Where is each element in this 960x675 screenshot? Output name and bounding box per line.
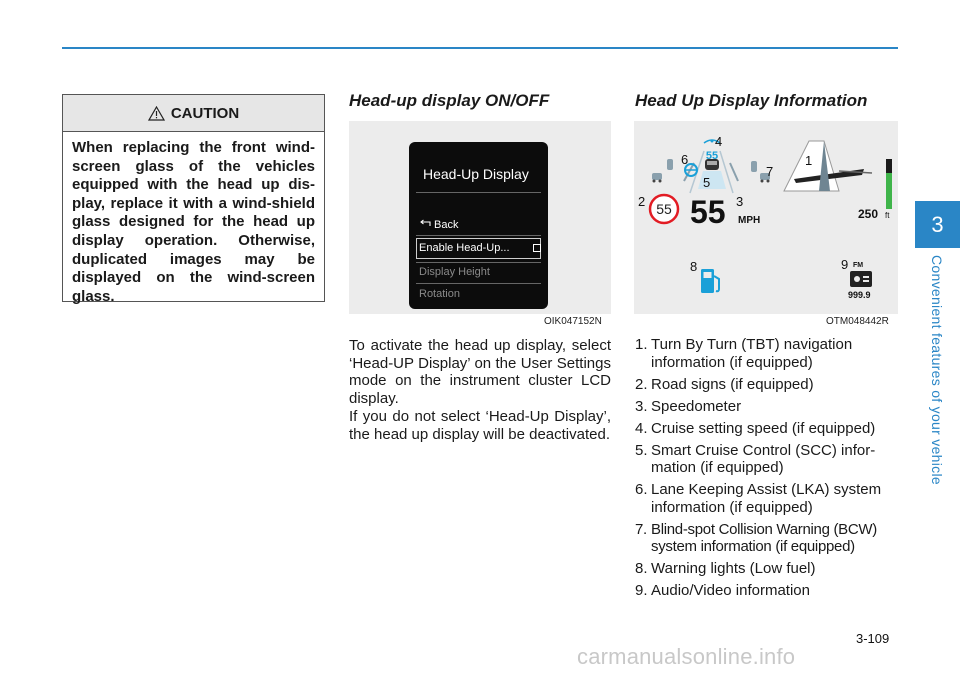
radio-band: FM: [853, 262, 864, 269]
chapter-title: Convenient features of your vehicle: [929, 255, 945, 485]
list-item: 3. Speedometer: [635, 397, 742, 415]
list-item: 7. Blind-spot Collision Warning (BCW) system information (if equipped): [635, 520, 877, 555]
watermark: carmanualsonline.info: [577, 644, 796, 669]
figure-code: OIK047152N: [544, 316, 602, 327]
svg-text:9: 9: [841, 257, 849, 272]
low-fuel-icon: [701, 269, 719, 293]
menu-item-enable-hud: Enable Head-Up...: [419, 242, 510, 254]
back-arrow-icon: [419, 219, 431, 231]
page-number: 3-109: [856, 631, 890, 646]
radio-frequency: 999.9: [848, 290, 871, 300]
speed-value: 55: [690, 194, 726, 230]
menu-item-display-height: Display Height: [419, 266, 490, 278]
figure-hud-settings: [349, 121, 611, 314]
hud-illustration: [634, 121, 898, 314]
caution-text: When replacing the front wind-screen glass of the vehicles equipped with the head up dis-play, replace it with a wind-shield glass designed for the head up display operation. Otherwise, duplicated images may be displayed on the wind-screen glass.: [72, 139, 315, 305]
speed-unit: MPH: [738, 215, 761, 226]
svg-text:55: 55: [656, 201, 672, 217]
list-item: 2. Road signs (if equipped): [635, 375, 814, 393]
figure-code: OTM048442R: [826, 316, 889, 327]
caution-box: [62, 94, 325, 305]
chapter-tab: 3: [915, 201, 960, 248]
hud-info-list: [635, 336, 899, 604]
lcd-settings-screen: [409, 142, 548, 309]
road-sign-icon: [650, 195, 678, 223]
cruise-speed: 55: [705, 150, 719, 162]
tbt-navigation-icon: [784, 141, 872, 191]
bcw-left-icon: [652, 159, 673, 183]
caution-header: [63, 95, 324, 132]
distance-value: 250: [858, 207, 879, 221]
menu-item-back: Back: [419, 219, 458, 231]
svg-text:4: 4: [715, 134, 723, 149]
divider: [416, 235, 541, 236]
distance-unit: ft: [885, 211, 890, 220]
list-item: 8. Warning lights (Low fuel): [635, 560, 816, 577]
divider: [416, 283, 541, 284]
paragraph-deactivate: If you do not select ‘Head-Up Display’, the head up display will be deactivated.: [349, 408, 611, 443]
list-item: 4. Cruise setting speed (if equipped): [635, 419, 876, 437]
paragraph-activate: To activate the head up display, select ‘Head-UP Display’ on the User Settings mode on the instrument cluster LCD display.: [349, 337, 611, 407]
svg-text:1: 1: [805, 153, 813, 168]
radio-icon: [850, 271, 872, 287]
warning-triangle-icon: [148, 106, 165, 121]
heading-hud-on-off: Head-up display ON/OFF: [349, 91, 550, 110]
divider: [416, 192, 541, 193]
checkbox-icon: [533, 244, 541, 252]
top-rule: [62, 47, 898, 49]
svg-text:3: 3: [736, 194, 744, 209]
caution-title: CAUTION: [170, 104, 240, 122]
svg-text:6: 6: [681, 152, 689, 167]
svg-text:7: 7: [766, 164, 774, 179]
svg-text:8: 8: [690, 259, 698, 274]
menu-item-rotation: Rotation: [419, 288, 460, 300]
list-item: 9. Audio/Video information: [635, 582, 810, 599]
svg-text:2: 2: [638, 194, 646, 209]
figure-hud-information: [634, 121, 898, 314]
divider: [416, 262, 541, 263]
svg-text:5: 5: [703, 175, 711, 190]
list-item: 1. Turn By Turn (TBT) navigation information (if equipped): [635, 336, 853, 371]
screen-title: Head-Up Display: [423, 166, 529, 182]
list-item: 5. Smart Cruise Control (SCC) infor-mation (if equipped): [635, 441, 876, 476]
heading-hud-information: Head Up Display Information: [635, 91, 868, 110]
list-item: 6. Lane Keeping Assist (LKA) system information (if equipped): [635, 481, 882, 516]
